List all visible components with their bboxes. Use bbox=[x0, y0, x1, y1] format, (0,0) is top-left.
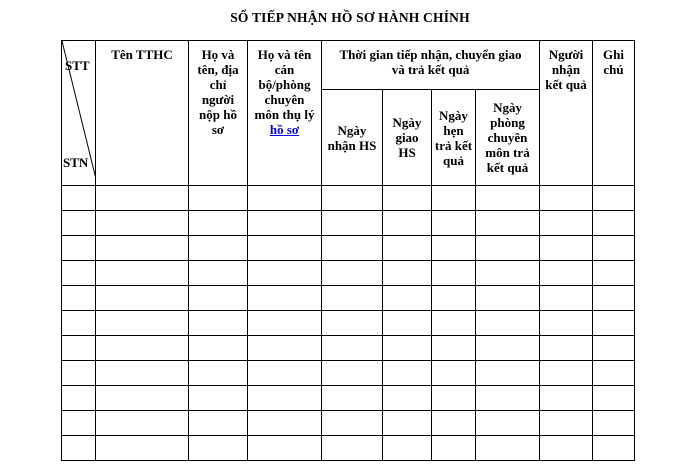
table-cell bbox=[189, 186, 248, 211]
table-cell bbox=[62, 336, 96, 361]
table-cell bbox=[322, 411, 383, 436]
table-row bbox=[62, 186, 635, 211]
header-nguoi-nop: Họ và tên, địa chỉ người nộp hồ sơ bbox=[189, 41, 248, 186]
table-cell bbox=[432, 286, 476, 311]
table-cell bbox=[593, 386, 635, 411]
table-cell bbox=[383, 436, 432, 461]
ho-so-link[interactable]: hồ sơ bbox=[269, 122, 300, 137]
table-cell bbox=[383, 361, 432, 386]
table-cell bbox=[476, 211, 540, 236]
table-cell bbox=[189, 336, 248, 361]
page-title: SỔ TIẾP NHẬN HỒ SƠ HÀNH CHÍNH bbox=[230, 10, 470, 25]
corner-header-cell bbox=[62, 41, 96, 186]
table-cell bbox=[593, 186, 635, 211]
table-cell bbox=[248, 386, 322, 411]
stn-label: STN bbox=[63, 155, 89, 170]
table-cell bbox=[432, 311, 476, 336]
table-cell bbox=[62, 236, 96, 261]
table-cell bbox=[593, 286, 635, 311]
header-ngay-giao: Ngày giao HS bbox=[383, 90, 432, 186]
table-cell bbox=[189, 261, 248, 286]
table-cell bbox=[322, 361, 383, 386]
table-cell bbox=[432, 211, 476, 236]
stt-label: STT bbox=[65, 58, 90, 73]
table-cell bbox=[62, 361, 96, 386]
table-cell bbox=[383, 261, 432, 286]
table-row bbox=[62, 236, 635, 261]
table-cell bbox=[540, 411, 593, 436]
table-cell bbox=[476, 186, 540, 211]
table-cell bbox=[593, 261, 635, 286]
table-cell bbox=[476, 411, 540, 436]
table-row bbox=[62, 286, 635, 311]
table-cell bbox=[476, 361, 540, 386]
table-cell bbox=[432, 186, 476, 211]
table-cell bbox=[540, 186, 593, 211]
header-nguoi-nhan: Người nhận kết quả bbox=[540, 41, 593, 186]
table-cell bbox=[593, 411, 635, 436]
table-cell bbox=[593, 361, 635, 386]
table-cell bbox=[540, 236, 593, 261]
table-row bbox=[62, 311, 635, 336]
table-cell bbox=[189, 386, 248, 411]
table-cell bbox=[62, 286, 96, 311]
header-can-bo: Họ và tên cán bộ/phòng chuyên môn thụ lý hồ sơ bbox=[248, 41, 322, 186]
table-cell bbox=[96, 336, 189, 361]
table-cell bbox=[322, 386, 383, 411]
header-ngay-hen: Ngày hẹn trả kết quả bbox=[432, 90, 476, 186]
table-cell bbox=[189, 411, 248, 436]
table-cell bbox=[248, 236, 322, 261]
table-cell bbox=[62, 436, 96, 461]
table-cell bbox=[476, 236, 540, 261]
table-cell bbox=[322, 236, 383, 261]
table-row bbox=[62, 361, 635, 386]
table-cell bbox=[383, 286, 432, 311]
table-cell bbox=[432, 436, 476, 461]
header-ngay-nhan: Ngày nhận HS bbox=[322, 90, 383, 186]
table-cell bbox=[540, 311, 593, 336]
table-cell bbox=[432, 386, 476, 411]
table-cell bbox=[383, 211, 432, 236]
table-cell bbox=[593, 211, 635, 236]
table-cell bbox=[540, 336, 593, 361]
table-cell bbox=[248, 186, 322, 211]
table-cell bbox=[189, 311, 248, 336]
table-cell bbox=[432, 361, 476, 386]
header-group-thoi-gian: Thời gian tiếp nhận, chuyển giao và trả kết quả bbox=[322, 41, 540, 90]
table-cell bbox=[593, 311, 635, 336]
header-ghi-chu: Ghi chú bbox=[593, 41, 635, 186]
table-cell bbox=[593, 236, 635, 261]
table-cell bbox=[96, 186, 189, 211]
table-cell bbox=[62, 386, 96, 411]
table-cell bbox=[322, 211, 383, 236]
table-cell bbox=[383, 236, 432, 261]
table-cell bbox=[96, 261, 189, 286]
table-cell bbox=[383, 311, 432, 336]
table-cell bbox=[248, 211, 322, 236]
table-cell bbox=[189, 436, 248, 461]
table-cell bbox=[62, 411, 96, 436]
table-cell bbox=[476, 386, 540, 411]
table-cell bbox=[248, 436, 322, 461]
table-cell bbox=[62, 186, 96, 211]
table-cell bbox=[62, 311, 96, 336]
table-cell bbox=[593, 436, 635, 461]
table-cell bbox=[248, 411, 322, 436]
table-cell bbox=[96, 386, 189, 411]
table-cell bbox=[476, 311, 540, 336]
table-cell bbox=[322, 436, 383, 461]
table-cell bbox=[322, 336, 383, 361]
table-cell bbox=[248, 361, 322, 386]
table-cell bbox=[540, 286, 593, 311]
table-cell bbox=[383, 336, 432, 361]
table-cell bbox=[540, 386, 593, 411]
table-cell bbox=[62, 211, 96, 236]
table-cell bbox=[476, 261, 540, 286]
table-cell bbox=[383, 186, 432, 211]
table-cell bbox=[432, 236, 476, 261]
table-cell bbox=[248, 311, 322, 336]
table-cell bbox=[383, 386, 432, 411]
table-cell bbox=[96, 211, 189, 236]
table-cell bbox=[322, 311, 383, 336]
table-cell bbox=[432, 411, 476, 436]
table-cell bbox=[540, 361, 593, 386]
record-table bbox=[61, 40, 635, 461]
table-cell bbox=[189, 286, 248, 311]
table-cell bbox=[540, 261, 593, 286]
table-row bbox=[62, 211, 635, 236]
table-cell bbox=[96, 311, 189, 336]
table-cell bbox=[540, 211, 593, 236]
header-ngay-phong: Ngày phòng chuyên môn trả kết quả bbox=[476, 90, 540, 186]
table-cell bbox=[476, 336, 540, 361]
table-row bbox=[62, 411, 635, 436]
table-row bbox=[62, 386, 635, 411]
table-cell bbox=[476, 436, 540, 461]
table-cell bbox=[248, 261, 322, 286]
table-cell bbox=[96, 411, 189, 436]
table-cell bbox=[322, 286, 383, 311]
header-ten-tthc: Tên TTHC bbox=[96, 41, 189, 186]
table-cell bbox=[432, 261, 476, 286]
table-cell bbox=[189, 236, 248, 261]
table-cell bbox=[96, 361, 189, 386]
table-cell bbox=[383, 411, 432, 436]
table-cell bbox=[62, 261, 96, 286]
table-cell bbox=[96, 436, 189, 461]
table-cell bbox=[476, 286, 540, 311]
table-cell bbox=[96, 286, 189, 311]
table-cell bbox=[540, 436, 593, 461]
table-row bbox=[62, 336, 635, 361]
table-cell bbox=[322, 186, 383, 211]
table-cell bbox=[248, 336, 322, 361]
table-cell bbox=[248, 286, 322, 311]
table-cell bbox=[189, 211, 248, 236]
table-row bbox=[62, 436, 635, 461]
table-cell bbox=[96, 236, 189, 261]
table-cell bbox=[322, 261, 383, 286]
table-cell bbox=[189, 361, 248, 386]
table-row bbox=[62, 261, 635, 286]
table-cell bbox=[593, 336, 635, 361]
table-cell bbox=[432, 336, 476, 361]
